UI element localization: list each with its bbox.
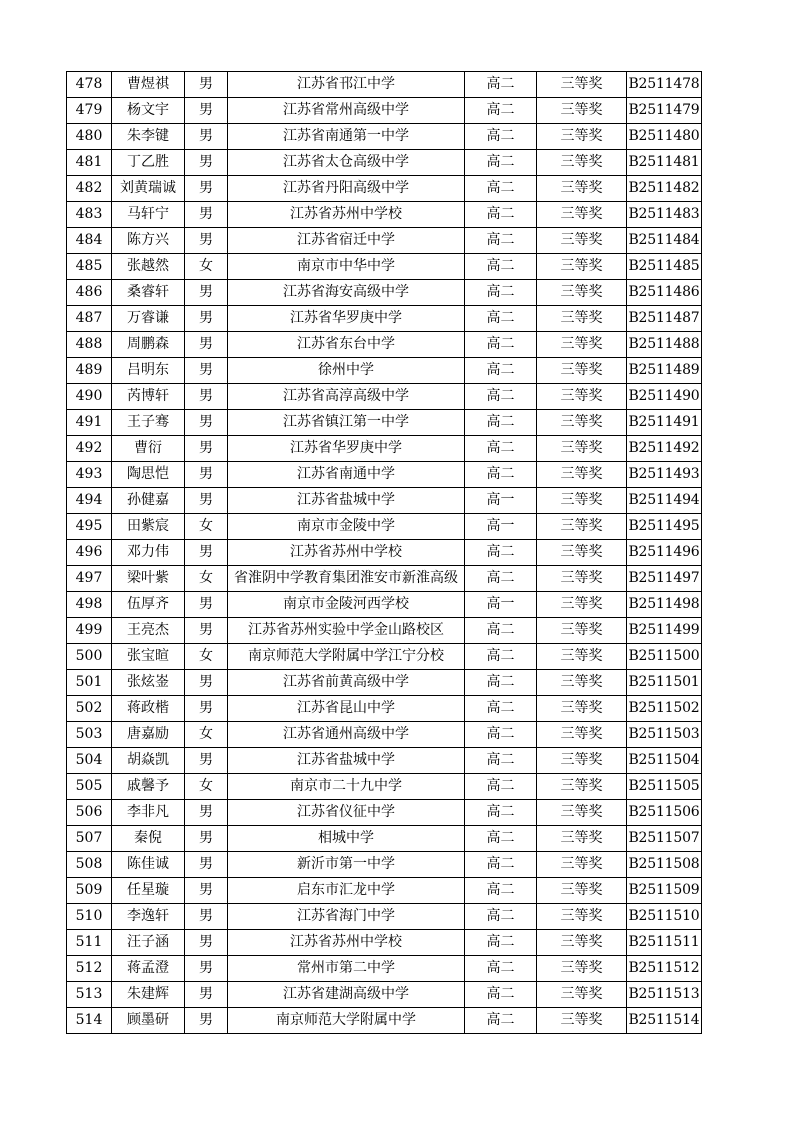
student-name-cell: 张宝暄 <box>112 644 185 670</box>
certificate-number-cell: B2511503 <box>627 722 702 748</box>
row-number-cell: 486 <box>67 280 112 306</box>
row-number-cell: 509 <box>67 878 112 904</box>
gender-cell: 男 <box>185 930 228 956</box>
gender-cell: 男 <box>185 202 228 228</box>
grade-cell: 高二 <box>465 618 537 644</box>
award-cell: 三等奖 <box>537 332 627 358</box>
school-cell: 江苏省常州高级中学 <box>228 98 465 124</box>
student-name-cell: 田紫宸 <box>112 514 185 540</box>
row-number-cell: 479 <box>67 98 112 124</box>
award-cell: 三等奖 <box>537 202 627 228</box>
grade-cell: 高二 <box>465 176 537 202</box>
school-cell: 江苏省南通中学 <box>228 462 465 488</box>
certificate-number-cell: B2511502 <box>627 696 702 722</box>
gender-cell: 男 <box>185 72 228 98</box>
certificate-number-cell: B2511499 <box>627 618 702 644</box>
certificate-number-cell: B2511492 <box>627 436 702 462</box>
gender-cell: 男 <box>185 748 228 774</box>
row-number-cell: 482 <box>67 176 112 202</box>
certificate-number-cell: B2511497 <box>627 566 702 592</box>
award-cell: 三等奖 <box>537 800 627 826</box>
school-cell: 徐州中学 <box>228 358 465 384</box>
grade-cell: 高二 <box>465 462 537 488</box>
award-cell: 三等奖 <box>537 514 627 540</box>
certificate-number-cell: B2511507 <box>627 826 702 852</box>
student-name-cell: 杨文宇 <box>112 98 185 124</box>
certificate-number-cell: B2511483 <box>627 202 702 228</box>
student-name-cell: 唐嘉励 <box>112 722 185 748</box>
school-cell: 南京市金陵河西学校 <box>228 592 465 618</box>
certificate-number-cell: B2511495 <box>627 514 702 540</box>
student-name-cell: 孙健嘉 <box>112 488 185 514</box>
row-number-cell: 492 <box>67 436 112 462</box>
table-row <box>67 150 702 176</box>
row-number-cell: 507 <box>67 826 112 852</box>
table-row <box>67 254 702 280</box>
table-row <box>67 514 702 540</box>
grade-cell: 高二 <box>465 280 537 306</box>
student-name-cell: 任星璇 <box>112 878 185 904</box>
school-cell: 江苏省苏州中学校 <box>228 202 465 228</box>
table-row <box>67 618 702 644</box>
certificate-number-cell: B2511505 <box>627 774 702 800</box>
row-number-cell: 487 <box>67 306 112 332</box>
grade-cell: 高二 <box>465 774 537 800</box>
gender-cell: 男 <box>185 384 228 410</box>
row-number-cell: 488 <box>67 332 112 358</box>
gender-cell: 男 <box>185 176 228 202</box>
school-cell: 江苏省华罗庚中学 <box>228 436 465 462</box>
grade-cell: 高二 <box>465 306 537 332</box>
school-cell: 南京师范大学附属中学江宁分校 <box>228 644 465 670</box>
school-cell: 江苏省太仓高级中学 <box>228 150 465 176</box>
student-name-cell: 陈方兴 <box>112 228 185 254</box>
gender-cell: 男 <box>185 488 228 514</box>
award-cell: 三等奖 <box>537 774 627 800</box>
row-number-cell: 494 <box>67 488 112 514</box>
school-cell: 江苏省苏州实验中学金山路校区 <box>228 618 465 644</box>
school-cell: 江苏省东台中学 <box>228 332 465 358</box>
row-number-cell: 501 <box>67 670 112 696</box>
student-name-cell: 丁乙胜 <box>112 150 185 176</box>
row-number-cell: 496 <box>67 540 112 566</box>
certificate-number-cell: B2511512 <box>627 956 702 982</box>
certificate-number-cell: B2511504 <box>627 748 702 774</box>
table-row <box>67 566 702 592</box>
certificate-number-cell: B2511489 <box>627 358 702 384</box>
table-row <box>67 488 702 514</box>
certificate-number-cell: B2511487 <box>627 306 702 332</box>
grade-cell: 高二 <box>465 410 537 436</box>
grade-cell: 高二 <box>465 384 537 410</box>
gender-cell: 男 <box>185 956 228 982</box>
row-number-cell: 511 <box>67 930 112 956</box>
student-name-cell: 李非凡 <box>112 800 185 826</box>
gender-cell: 男 <box>185 618 228 644</box>
table-row <box>67 384 702 410</box>
school-cell: 启东市汇龙中学 <box>228 878 465 904</box>
table-row <box>67 1008 702 1034</box>
award-cell: 三等奖 <box>537 618 627 644</box>
grade-cell: 高二 <box>465 254 537 280</box>
grade-cell: 高二 <box>465 670 537 696</box>
gender-cell: 男 <box>185 150 228 176</box>
certificate-number-cell: B2511490 <box>627 384 702 410</box>
school-cell: 江苏省海门中学 <box>228 904 465 930</box>
table-row <box>67 982 702 1008</box>
table-row <box>67 956 702 982</box>
gender-cell: 男 <box>185 878 228 904</box>
row-number-cell: 489 <box>67 358 112 384</box>
award-cell: 三等奖 <box>537 748 627 774</box>
gender-cell: 男 <box>185 800 228 826</box>
gender-cell: 男 <box>185 852 228 878</box>
row-number-cell: 503 <box>67 722 112 748</box>
student-name-cell: 张炫崟 <box>112 670 185 696</box>
grade-cell: 高二 <box>465 696 537 722</box>
award-cell: 三等奖 <box>537 358 627 384</box>
table-row <box>67 462 702 488</box>
student-name-cell: 周鹏森 <box>112 332 185 358</box>
grade-cell: 高二 <box>465 1008 537 1034</box>
table-row <box>67 826 702 852</box>
student-name-cell: 王子骞 <box>112 410 185 436</box>
table-row <box>67 72 702 98</box>
row-number-cell: 483 <box>67 202 112 228</box>
grade-cell: 高二 <box>465 124 537 150</box>
gender-cell: 男 <box>185 826 228 852</box>
gender-cell: 男 <box>185 904 228 930</box>
award-cell: 三等奖 <box>537 566 627 592</box>
gender-cell: 男 <box>185 410 228 436</box>
school-cell: 江苏省高淳高级中学 <box>228 384 465 410</box>
gender-cell: 女 <box>185 644 228 670</box>
gender-cell: 男 <box>185 1008 228 1034</box>
award-cell: 三等奖 <box>537 176 627 202</box>
row-number-cell: 480 <box>67 124 112 150</box>
award-cell: 三等奖 <box>537 852 627 878</box>
gender-cell: 男 <box>185 462 228 488</box>
table-row <box>67 540 702 566</box>
certificate-number-cell: B2511484 <box>627 228 702 254</box>
award-cell: 三等奖 <box>537 540 627 566</box>
gender-cell: 男 <box>185 98 228 124</box>
gender-cell: 男 <box>185 124 228 150</box>
student-name-cell: 顾墨研 <box>112 1008 185 1034</box>
row-number-cell: 497 <box>67 566 112 592</box>
school-cell: 江苏省盐城中学 <box>228 488 465 514</box>
row-number-cell: 498 <box>67 592 112 618</box>
gender-cell: 男 <box>185 358 228 384</box>
school-cell: 江苏省前黄高级中学 <box>228 670 465 696</box>
table-row <box>67 930 702 956</box>
student-name-cell: 张越然 <box>112 254 185 280</box>
table-row <box>67 124 702 150</box>
student-name-cell: 曹煜祺 <box>112 72 185 98</box>
row-number-cell: 502 <box>67 696 112 722</box>
grade-cell: 高一 <box>465 592 537 618</box>
certificate-number-cell: B2511482 <box>627 176 702 202</box>
certificate-number-cell: B2511485 <box>627 254 702 280</box>
table-body <box>67 72 702 1034</box>
student-name-cell: 桑睿轩 <box>112 280 185 306</box>
row-number-cell: 505 <box>67 774 112 800</box>
row-number-cell: 504 <box>67 748 112 774</box>
award-cell: 三等奖 <box>537 254 627 280</box>
award-cell: 三等奖 <box>537 826 627 852</box>
grade-cell: 高二 <box>465 436 537 462</box>
row-number-cell: 506 <box>67 800 112 826</box>
certificate-number-cell: B2511493 <box>627 462 702 488</box>
student-name-cell: 刘黄瑞诚 <box>112 176 185 202</box>
certificate-number-cell: B2511506 <box>627 800 702 826</box>
award-cell: 三等奖 <box>537 644 627 670</box>
award-cell: 三等奖 <box>537 280 627 306</box>
school-cell: 江苏省苏州中学校 <box>228 930 465 956</box>
certificate-number-cell: B2511480 <box>627 124 702 150</box>
certificate-number-cell: B2511508 <box>627 852 702 878</box>
school-cell: 江苏省昆山中学 <box>228 696 465 722</box>
grade-cell: 高二 <box>465 852 537 878</box>
student-name-cell: 朱建辉 <box>112 982 185 1008</box>
gender-cell: 女 <box>185 774 228 800</box>
certificate-number-cell: B2511513 <box>627 982 702 1008</box>
table-row <box>67 644 702 670</box>
award-cell: 三等奖 <box>537 124 627 150</box>
award-cell: 三等奖 <box>537 1008 627 1034</box>
student-name-cell: 秦倪 <box>112 826 185 852</box>
gender-cell: 男 <box>185 228 228 254</box>
table-row <box>67 800 702 826</box>
certificate-number-cell: B2511479 <box>627 98 702 124</box>
award-cell: 三等奖 <box>537 722 627 748</box>
table-row <box>67 748 702 774</box>
certificate-number-cell: B2511494 <box>627 488 702 514</box>
award-cell: 三等奖 <box>537 462 627 488</box>
row-number-cell: 500 <box>67 644 112 670</box>
school-cell: 常州市第二中学 <box>228 956 465 982</box>
certificate-number-cell: B2511509 <box>627 878 702 904</box>
award-cell: 三等奖 <box>537 930 627 956</box>
grade-cell: 高二 <box>465 72 537 98</box>
row-number-cell: 508 <box>67 852 112 878</box>
grade-cell: 高二 <box>465 566 537 592</box>
award-cell: 三等奖 <box>537 592 627 618</box>
award-cell: 三等奖 <box>537 72 627 98</box>
school-cell: 江苏省苏州中学校 <box>228 540 465 566</box>
table-row <box>67 670 702 696</box>
grade-cell: 高二 <box>465 826 537 852</box>
student-name-cell: 马轩宁 <box>112 202 185 228</box>
row-number-cell: 493 <box>67 462 112 488</box>
school-cell: 南京市中华中学 <box>228 254 465 280</box>
student-name-cell: 王亮杰 <box>112 618 185 644</box>
student-name-cell: 蒋政楷 <box>112 696 185 722</box>
row-number-cell: 510 <box>67 904 112 930</box>
row-number-cell: 484 <box>67 228 112 254</box>
student-name-cell: 戚馨予 <box>112 774 185 800</box>
school-cell: 南京市二十九中学 <box>228 774 465 800</box>
student-name-cell: 陶思恺 <box>112 462 185 488</box>
school-cell: 新沂市第一中学 <box>228 852 465 878</box>
table-row <box>67 358 702 384</box>
school-cell: 江苏省仪征中学 <box>228 800 465 826</box>
grade-cell: 高二 <box>465 930 537 956</box>
row-number-cell: 490 <box>67 384 112 410</box>
table-row <box>67 332 702 358</box>
gender-cell: 男 <box>185 280 228 306</box>
certificate-number-cell: B2511498 <box>627 592 702 618</box>
award-cell: 三等奖 <box>537 150 627 176</box>
certificate-number-cell: B2511488 <box>627 332 702 358</box>
grade-cell: 高二 <box>465 540 537 566</box>
table-row <box>67 722 702 748</box>
table-row <box>67 228 702 254</box>
student-name-cell: 朱李键 <box>112 124 185 150</box>
student-name-cell: 芮博轩 <box>112 384 185 410</box>
grade-cell: 高二 <box>465 878 537 904</box>
grade-cell: 高一 <box>465 488 537 514</box>
school-cell: 江苏省盐城中学 <box>228 748 465 774</box>
grade-cell: 高二 <box>465 358 537 384</box>
row-number-cell: 499 <box>67 618 112 644</box>
school-cell: 南京师范大学附属中学 <box>228 1008 465 1034</box>
certificate-number-cell: B2511501 <box>627 670 702 696</box>
table-row <box>67 904 702 930</box>
grade-cell: 高二 <box>465 982 537 1008</box>
student-name-cell: 曹衍 <box>112 436 185 462</box>
table-row <box>67 878 702 904</box>
grade-cell: 高二 <box>465 228 537 254</box>
award-cell: 三等奖 <box>537 670 627 696</box>
grade-cell: 高二 <box>465 150 537 176</box>
award-cell: 三等奖 <box>537 696 627 722</box>
grade-cell: 高二 <box>465 202 537 228</box>
award-cell: 三等奖 <box>537 384 627 410</box>
row-number-cell: 512 <box>67 956 112 982</box>
row-number-cell: 478 <box>67 72 112 98</box>
gender-cell: 女 <box>185 722 228 748</box>
award-cell: 三等奖 <box>537 982 627 1008</box>
table-row <box>67 436 702 462</box>
row-number-cell: 495 <box>67 514 112 540</box>
award-table <box>66 71 702 1034</box>
certificate-number-cell: B2511496 <box>627 540 702 566</box>
gender-cell: 男 <box>185 436 228 462</box>
gender-cell: 男 <box>185 306 228 332</box>
school-cell: 江苏省邗江中学 <box>228 72 465 98</box>
table-row <box>67 280 702 306</box>
school-cell: 江苏省海安高级中学 <box>228 280 465 306</box>
award-cell: 三等奖 <box>537 904 627 930</box>
award-cell: 三等奖 <box>537 436 627 462</box>
award-cell: 三等奖 <box>537 956 627 982</box>
student-name-cell: 梁叶紫 <box>112 566 185 592</box>
student-name-cell: 蒋孟澄 <box>112 956 185 982</box>
table-row <box>67 176 702 202</box>
certificate-number-cell: B2511514 <box>627 1008 702 1034</box>
certificate-number-cell: B2511481 <box>627 150 702 176</box>
gender-cell: 女 <box>185 566 228 592</box>
school-cell: 江苏省建湖高级中学 <box>228 982 465 1008</box>
certificate-number-cell: B2511510 <box>627 904 702 930</box>
student-name-cell: 李逸轩 <box>112 904 185 930</box>
grade-cell: 高一 <box>465 514 537 540</box>
gender-cell: 女 <box>185 254 228 280</box>
grade-cell: 高二 <box>465 956 537 982</box>
table-row <box>67 592 702 618</box>
student-name-cell: 胡焱凯 <box>112 748 185 774</box>
gender-cell: 女 <box>185 514 228 540</box>
gender-cell: 男 <box>185 332 228 358</box>
school-cell: 省淮阴中学教育集团淮安市新淮高级 <box>228 566 465 592</box>
school-cell: 江苏省华罗庚中学 <box>228 306 465 332</box>
student-name-cell: 伍厚齐 <box>112 592 185 618</box>
school-cell: 南京市金陵中学 <box>228 514 465 540</box>
school-cell: 江苏省南通第一中学 <box>228 124 465 150</box>
row-number-cell: 513 <box>67 982 112 1008</box>
school-cell: 江苏省镇江第一中学 <box>228 410 465 436</box>
gender-cell: 男 <box>185 592 228 618</box>
grade-cell: 高二 <box>465 800 537 826</box>
student-name-cell: 汪子涵 <box>112 930 185 956</box>
table-row <box>67 202 702 228</box>
student-name-cell: 陈佳诚 <box>112 852 185 878</box>
gender-cell: 男 <box>185 696 228 722</box>
gender-cell: 男 <box>185 982 228 1008</box>
row-number-cell: 481 <box>67 150 112 176</box>
grade-cell: 高二 <box>465 98 537 124</box>
school-cell: 相城中学 <box>228 826 465 852</box>
award-cell: 三等奖 <box>537 488 627 514</box>
certificate-number-cell: B2511478 <box>627 72 702 98</box>
row-number-cell: 485 <box>67 254 112 280</box>
table-row <box>67 774 702 800</box>
certificate-number-cell: B2511486 <box>627 280 702 306</box>
school-cell: 江苏省通州高级中学 <box>228 722 465 748</box>
table-row <box>67 696 702 722</box>
grade-cell: 高二 <box>465 748 537 774</box>
student-name-cell: 万睿谦 <box>112 306 185 332</box>
table-row <box>67 98 702 124</box>
school-cell: 江苏省宿迁中学 <box>228 228 465 254</box>
student-name-cell: 吕明东 <box>112 358 185 384</box>
award-cell: 三等奖 <box>537 878 627 904</box>
award-cell: 三等奖 <box>537 410 627 436</box>
grade-cell: 高二 <box>465 644 537 670</box>
award-cell: 三等奖 <box>537 98 627 124</box>
award-cell: 三等奖 <box>537 228 627 254</box>
table-row <box>67 852 702 878</box>
grade-cell: 高二 <box>465 332 537 358</box>
table-row <box>67 410 702 436</box>
award-cell: 三等奖 <box>537 306 627 332</box>
certificate-number-cell: B2511491 <box>627 410 702 436</box>
school-cell: 江苏省丹阳高级中学 <box>228 176 465 202</box>
grade-cell: 高二 <box>465 722 537 748</box>
row-number-cell: 514 <box>67 1008 112 1034</box>
gender-cell: 男 <box>185 540 228 566</box>
table-row <box>67 306 702 332</box>
row-number-cell: 491 <box>67 410 112 436</box>
certificate-number-cell: B2511500 <box>627 644 702 670</box>
certificate-number-cell: B2511511 <box>627 930 702 956</box>
gender-cell: 男 <box>185 670 228 696</box>
grade-cell: 高二 <box>465 904 537 930</box>
student-name-cell: 邓力伟 <box>112 540 185 566</box>
